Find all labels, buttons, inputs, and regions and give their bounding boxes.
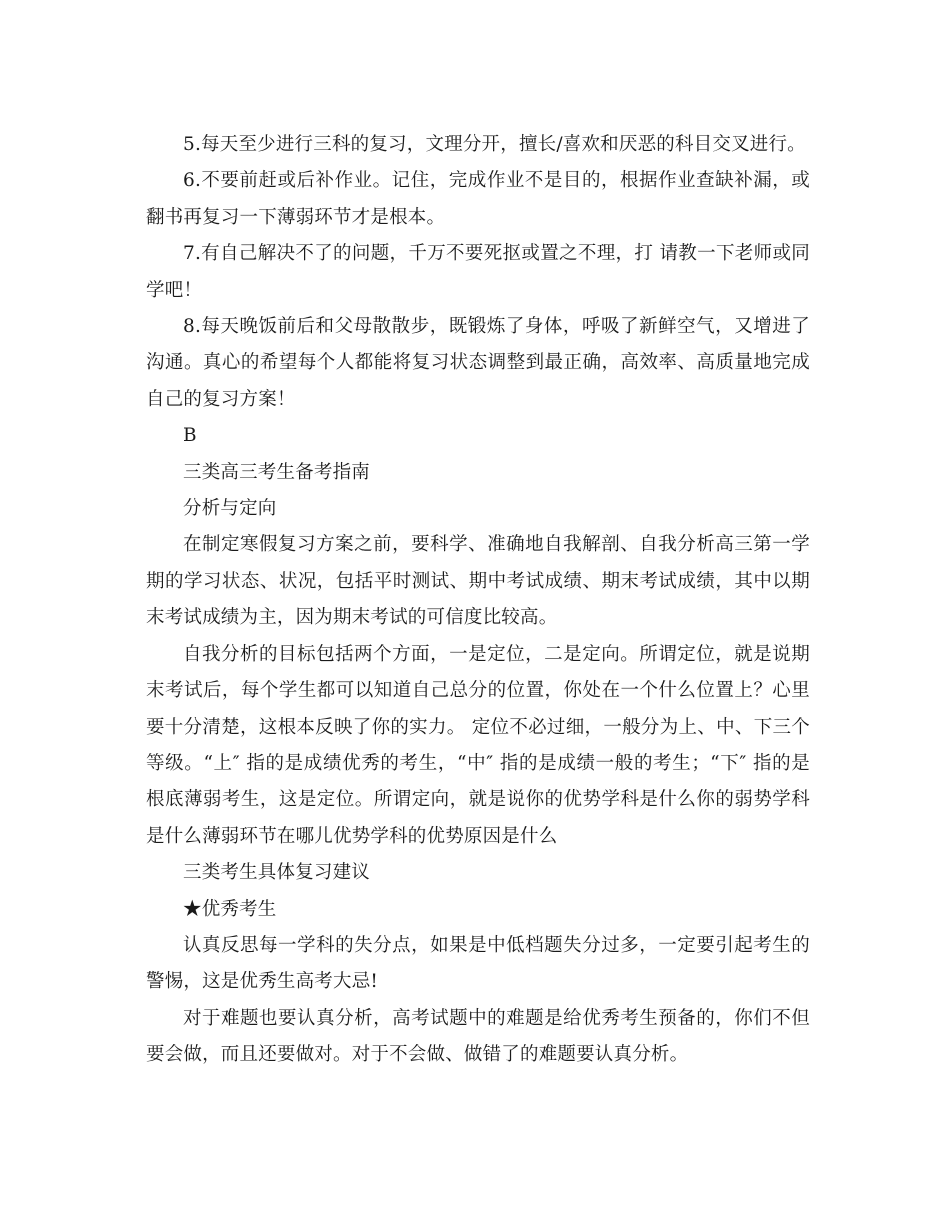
paragraph-difficult-questions: 对于难题也要认真分析，高考试题中的难题是给优秀考生预备的，你们不但要会做，而且还要做对。对于不会做、做错了的难题要认真分析。: [146, 1007, 810, 1066]
category-heading: ★优秀考生: [183, 898, 277, 920]
paragraph-tip-8: 8.每天晚饭前后和父母散散步，既锻炼了身体，呼吸了新鲜空气，又增进了沟通。真心的希望每个人都能将复习状态调整到最正确，高效率、高质量地完成自己的复习方案！: [146, 316, 810, 410]
section-marker: B: [183, 425, 197, 447]
paragraph-positioning: 自我分析的目标包括两个方面，一是定位，二是定向。所谓定位，就是说期末考试后，每个学生都可以知道自己总分的位置，你处在一个什么位置上？心里要十分清楚，这根本反映了你的实力。 定位不必过细，一般分为上、中、下三个等级。“上″ 指的是成绩优秀的考生，“中″ 指的是成绩一般的考生；“下″ 指的是根底薄弱考生，这是定位。所谓定向，就是说你的优势学科是什么你的弱势学科是什么薄弱环节在哪儿优势学科的优势原因是什么: [146, 643, 810, 847]
paragraph-tip-6: 6.不要前赶或后补作业。记住，完成作业不是目的，根据作业查缺补漏，或翻书再复习一下薄弱环节才是根本。: [146, 170, 810, 228]
paragraph-reflection: 认真反思每一学科的失分点，如果是中低档题失分过多，一定要引起考生的警惕，这是优秀生高考大忌!: [146, 934, 810, 993]
paragraph-tip-5: 5.每天至少进行三科的复习，文理分开，擅长/喜欢和厌恶的科目交叉进行。: [183, 134, 806, 155]
subsection-heading: 分析与定向: [183, 498, 277, 520]
paragraph-analysis: 在制定寒假复习方案之前，要科学、准确地自我解剖、自我分析高三第一学期的学习状态、状况，包括平时测试、期中考试成绩、期末考试成绩，其中以期末考试成绩为主，因为期末考试的可信度比较高。: [146, 534, 810, 629]
subsection-heading: 三类考生具体复习建议: [183, 862, 371, 884]
section-title: 三类高三考生备考指南: [183, 461, 371, 483]
document-body: [146, 127, 810, 1074]
paragraph-tip-7: 7.有自己解决不了的问题，千万不要死抠或置之不理，打 请教一下老师或同学吧！: [146, 243, 810, 301]
